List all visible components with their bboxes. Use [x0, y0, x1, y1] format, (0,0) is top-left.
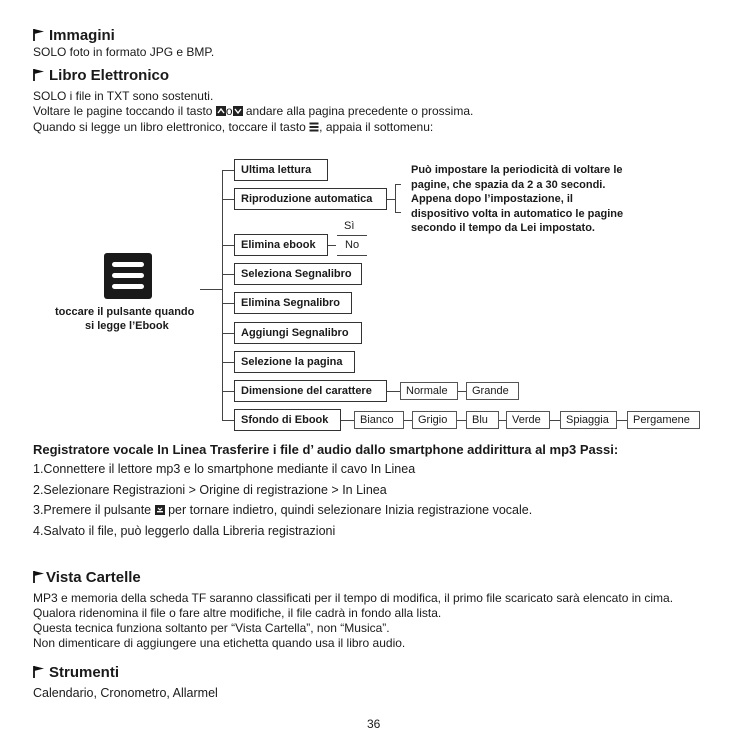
- option-pergamene: Pergamene: [627, 411, 700, 429]
- option-divider: [337, 235, 367, 236]
- connector-branch: [222, 391, 234, 392]
- section-title-immagini: [33, 27, 115, 44]
- connector-branch: [222, 245, 234, 246]
- option-grigio: Grigio: [412, 411, 457, 429]
- section-title-libro: [33, 67, 169, 84]
- libro-line-2b: o: [225, 104, 233, 118]
- note-line: secondo il tempo da Lei impostato.: [411, 222, 595, 234]
- registratore-step-2: 2.Selezionare Registrazioni > Origine di registrazione > In Linea: [33, 483, 387, 497]
- menu-icon: [309, 122, 319, 132]
- libro-line-3b: , appaia il sottomenu:: [319, 120, 434, 134]
- connector-branch: [404, 420, 412, 421]
- up-arrow-icon: [216, 106, 226, 116]
- connector-branch: [499, 420, 506, 421]
- option-normale: Normale: [400, 382, 458, 400]
- connector-branch: [387, 199, 395, 200]
- menu-caption-1: toccare il pulsante quando: [55, 306, 195, 318]
- flag-icon: [33, 28, 45, 41]
- libro-line-2a: Voltare le pagine toccando il tasto: [33, 104, 213, 118]
- back-icon: [155, 505, 165, 515]
- strumenti-text: Calendario, Cronometro, Allarmel: [33, 686, 218, 700]
- section-title-strumenti: [33, 664, 119, 681]
- connector-branch: [222, 420, 234, 421]
- libro-line-3: [33, 120, 433, 134]
- registratore-step-1: 1.Connettere il lettore mp3 e lo smartphone mediante il cavo In Linea: [33, 462, 416, 476]
- menu-item-seleziona-segnalibro: Seleziona Segnalibro: [234, 263, 362, 285]
- connector-line: [200, 289, 222, 290]
- connector-branch: [222, 199, 234, 200]
- note-line: Appena dopo l’impostazione, il: [411, 193, 573, 205]
- connector-branch: [387, 391, 400, 392]
- flag-icon: [33, 665, 45, 678]
- menu-icon: [104, 253, 152, 299]
- menu-item-selezione-pagina: Selezione la pagina: [234, 351, 355, 373]
- option-blu: Blu: [466, 411, 499, 429]
- cartelle-line-2: Qualora ridenomina il file o fare altre modifiche, il file cadrà in fondo alla lista.: [33, 606, 442, 620]
- page-number: 36: [367, 717, 381, 731]
- bracket: [395, 184, 401, 213]
- menu-item-sfondo-ebook: Sfondo di Ebook: [234, 409, 341, 431]
- menu-caption-2: si legge l’Ebook: [85, 320, 169, 332]
- registratore-step-4: 4.Salvato il file, può leggerlo dalla Libreria registrazioni: [33, 524, 336, 538]
- immagini-text: SOLO foto in formato JPG e BMP.: [33, 45, 215, 59]
- libro-line-3a: Quando si legge un libro elettronico, toccare il tasto: [33, 120, 306, 134]
- connector-branch: [222, 170, 234, 171]
- flag-icon: [33, 68, 45, 81]
- option-verde: Verde: [506, 411, 550, 429]
- libro-title-text: Libro Elettronico: [49, 67, 169, 84]
- strumenti-title-text: Strumenti: [49, 664, 120, 681]
- cartelle-line-1: MP3 e memoria della scheda TF saranno classificati per il tempo di modifica, il primo file scaricato sarà elencato in cima.: [33, 591, 674, 605]
- libro-line-1: SOLO i file in TXT sono sostenuti.: [33, 89, 214, 103]
- option-spiaggia: Spiaggia: [560, 411, 617, 429]
- cartelle-line-3: Questa tecnica funziona soltanto per “Vista Cartella”, non “Musica”.: [33, 621, 390, 635]
- flag-icon: [33, 570, 45, 583]
- connector-branch: [458, 391, 466, 392]
- menu-item-riproduzione-automatica: Riproduzione automatica: [234, 188, 387, 210]
- connector-branch: [222, 303, 234, 304]
- menu-item-aggiungi-segnalibro: Aggiungi Segnalibro: [234, 322, 362, 344]
- connector-branch: [328, 245, 336, 246]
- menu-item-dimensione-carattere: Dimensione del carattere: [234, 380, 387, 402]
- menu-item-elimina-ebook: Elimina ebook: [234, 234, 328, 256]
- cartelle-line-4: Non dimenticare di aggiungere una etichetta quando usa il libro audio.: [33, 636, 406, 650]
- option-bianco: Bianco: [354, 411, 404, 429]
- connector-branch: [341, 420, 354, 421]
- down-arrow-icon: [233, 106, 243, 116]
- section-title-cartelle: [33, 569, 141, 586]
- registratore-title: Registratore vocale In Linea Trasferire i file d’ audio dallo smartphone addirittura al mp3 Passi:: [33, 442, 619, 457]
- option-no: No: [345, 239, 360, 251]
- connector-branch: [222, 333, 234, 334]
- menu-item-elimina-segnalibro: Elimina Segnalibro: [234, 292, 352, 314]
- step-3a-text: 3.Premere il pulsante: [33, 503, 152, 517]
- note-line: Può impostare la periodicità di voltare le: [411, 164, 623, 176]
- option-si: Sì: [344, 220, 355, 232]
- libro-line-2c: andare alla pagina precedente o prossima.: [245, 104, 474, 118]
- immagini-title-text: Immagini: [49, 27, 115, 44]
- cartelle-title-text: Vista Cartelle: [46, 569, 141, 586]
- menu-item-ultima-lettura: Ultima lettura: [234, 159, 328, 181]
- connector-branch: [457, 420, 466, 421]
- registratore-step-3: [33, 503, 532, 518]
- connector-branch: [222, 362, 234, 363]
- note-line: pagine, che spazia da 2 a 30 secondi.: [411, 178, 606, 191]
- auto-note: [411, 163, 623, 236]
- option-grande: Grande: [466, 382, 519, 400]
- connector-branch: [222, 274, 234, 275]
- step-3b-text: per tornare indietro, quindi selezionare Inizia registrazione vocale.: [168, 503, 533, 517]
- note-line: dispositivo volta in automatico le pagine: [411, 207, 624, 220]
- libro-line-2: [33, 104, 473, 118]
- connector-trunk: [222, 170, 223, 421]
- option-divider: [337, 255, 367, 256]
- connector-branch: [617, 420, 627, 421]
- connector-branch: [550, 420, 560, 421]
